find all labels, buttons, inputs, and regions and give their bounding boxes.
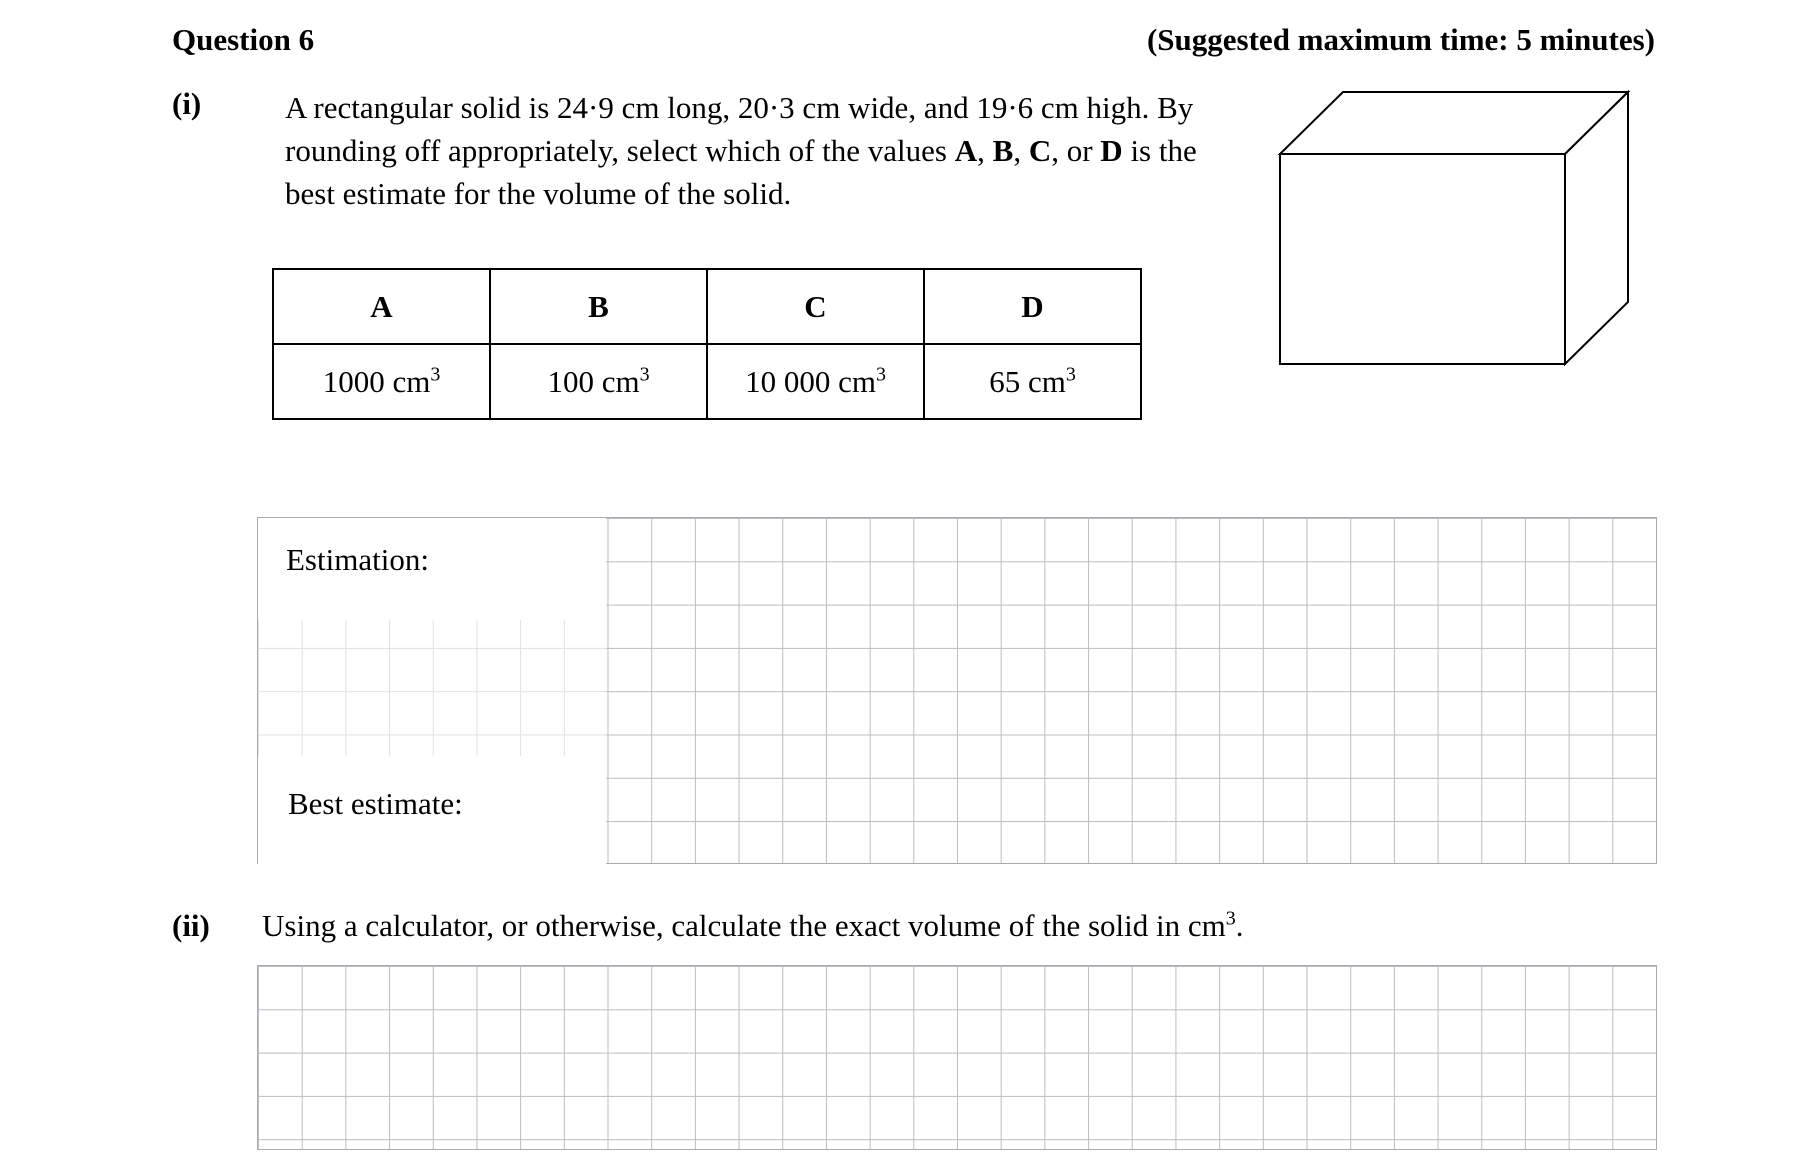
options-table (272, 268, 1142, 420)
text-run: Using a calculator, or otherwise, calculate the exact volume of the solid in cm (262, 908, 1226, 943)
text-run: . (1235, 908, 1244, 943)
estimation-label: Estimation: (286, 542, 429, 577)
option-header-c: C (707, 269, 924, 344)
option-value-text: 100 cm (547, 363, 640, 399)
option-header-b: B (490, 269, 707, 344)
text-run: , (1013, 133, 1029, 169)
option-letter-c-bold: C (1028, 133, 1052, 169)
option-value-c (707, 344, 924, 419)
option-letter-a-bold: A (954, 133, 978, 169)
option-value-exponent: 3 (875, 363, 886, 386)
option-header-a: A (273, 269, 490, 344)
option-value-exponent: 3 (1065, 363, 1076, 386)
options-header-row (273, 269, 1141, 344)
option-value-b (490, 344, 707, 419)
part-i-question-text (285, 86, 1250, 215)
rectangular-solid-illustration (1275, 82, 1635, 382)
options-value-row (273, 344, 1141, 419)
best-estimate-label: Best estimate: (288, 786, 463, 821)
calculation-work-grid (257, 965, 1657, 1150)
option-value-text: 65 cm (989, 363, 1066, 399)
part-ii-question-text (262, 908, 1662, 944)
estimation-work-grid (257, 517, 1657, 864)
option-value-a (273, 344, 490, 419)
option-value-exponent: 3 (639, 363, 650, 386)
cuboid-front-face (1280, 154, 1565, 364)
estimation-label-box (258, 518, 606, 620)
text-run: , (977, 133, 993, 169)
question-header (172, 22, 1655, 58)
option-letter-d-bold: D (1100, 133, 1123, 169)
best-estimate-label-box (258, 756, 606, 864)
question-number: Question 6 (172, 22, 315, 57)
cm-cubed-exponent: 3 (1225, 907, 1236, 930)
option-value-text: 1000 cm (322, 363, 431, 399)
option-header-d: D (924, 269, 1141, 344)
text-run: , or (1051, 133, 1101, 169)
option-value-text: 10 000 cm (745, 363, 876, 399)
text-run: A rectangular solid is 24·9 cm long, 20·3 cm wide, and 19·6 cm high. By rounding off appropriately, select which of the values (285, 90, 1194, 169)
time-suggestion: (Suggested maximum time: 5 minutes) (1146, 22, 1655, 57)
text-run: is the best estimate for the volume of the solid. (285, 133, 1197, 212)
option-letter-b-bold: B (992, 133, 1014, 169)
part-i-label: (i) (172, 86, 202, 121)
option-value-d (924, 344, 1141, 419)
part-ii-label: (ii) (172, 908, 210, 943)
option-value-exponent: 3 (430, 363, 441, 386)
